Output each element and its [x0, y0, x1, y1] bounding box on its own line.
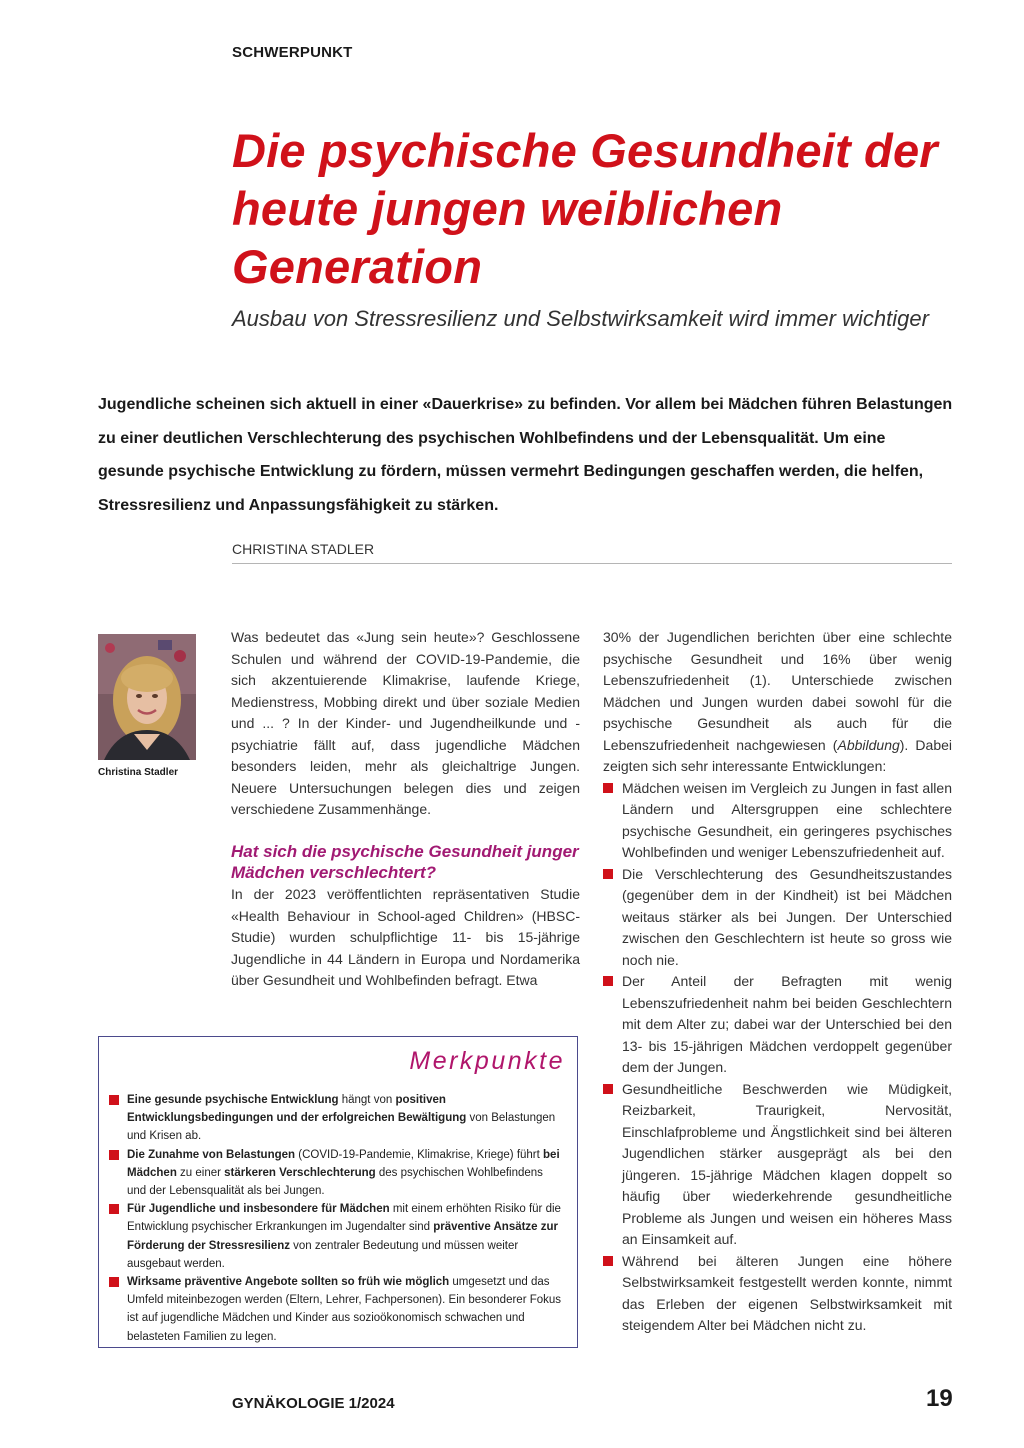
square-bullet-icon — [109, 1204, 119, 1214]
list-item: Gesundheitliche Beschwerden wie Müdigkeit, Reizbarkeit, Traurigkeit, Nervosität, Einschlafprobleme und Ängstlichkeit sind bei älteren Jugendlichen stärker ausgeprägt als bei den jüngeren. 15-jährige Mädchen klagen doppelt so häufig über wiederkehrende gesundheitliche Probleme als Jungen und weisen ein höheres Mass an Einsamkeit auf. — [603, 1079, 952, 1251]
list-item: Während bei älteren Jungen eine höhere Selbstwirksamkeit festgestellt werden konnte, nimmt das Erleben der eigenen Selbstwirksamkeit mit steigendem Alter bei Mädchen nicht zu. — [603, 1251, 952, 1337]
square-bullet-icon — [603, 1256, 613, 1266]
column-2 — [603, 627, 952, 1337]
merkpunkt-item — [109, 1146, 565, 1201]
list-item: Mädchen weisen im Vergleich zu Jungen in fast allen Ländern und Altersgruppen eine schlechtere psychische Gesundheit, ein geringeres psychisches Wohlbefinden und weniger Lebenszufriedenheit auf. — [603, 778, 952, 864]
body-text: hängt von — [338, 1094, 396, 1106]
figure-reference: Abbildung — [837, 736, 900, 753]
section-subheading: Hat sich die psychische Gesundheit junger Mädchen verschlechtert? — [231, 842, 579, 882]
emphasis-text: Wirksame präventive Angebote sollten so früh wie möglich — [127, 1276, 450, 1289]
study-paragraph: In der 2023 veröffentlichten repräsentativen Studie «Health Behaviour in School-aged Children» (HBSC-Studie) wurden schulpflichtige 11- bis 15-jährige Jugendliche in 44 Ländern in Europa und Nordamerika über Gesundheit und Wohlbefinden befragt. Etwa — [231, 886, 580, 988]
body-text: von zentraler Bedeutung und müssen weiter ausgebaut werden. — [127, 1239, 519, 1270]
square-bullet-icon — [603, 976, 613, 986]
section-label: SCHWERPUNKT — [232, 44, 353, 61]
emphasis-text: Eine gesunde psychische Entwicklung — [127, 1094, 339, 1106]
merkpunkte-box — [98, 1036, 578, 1348]
merkpunkte-list — [109, 1091, 565, 1346]
list-item: Die Verschlechterung des Gesundheitszustandes (gegenüber dem in der Kindheit) ist bei Mädchen weitaus stärker als bei Jungen. Der Unterschied zwischen den Geschlechtern ist heute so gross wie noch nie. — [603, 864, 952, 972]
emphasis-text: stärkeren Verschlechterung — [224, 1166, 376, 1179]
emphasis-text: Für Jugendliche und insbesondere für Mädchen — [127, 1203, 390, 1216]
photo-caption: Christina Stadler — [98, 767, 179, 778]
merkpunkt-item — [109, 1273, 565, 1346]
page-number: 19 — [926, 1385, 953, 1412]
body-text: zu einer — [176, 1166, 225, 1179]
column-1-study — [231, 884, 580, 992]
square-bullet-icon — [603, 1084, 613, 1094]
intro-paragraph: Was bedeutet das «Jung sein heute»? Geschlossene Schulen und während der COVID-19-Pandemie, die sich akzentuierende Klimakrise, laufende Kriege, Medienstress, Mobbing direkt und über soziale Medien und ... ? In der Kinder- und Jugendheilkunde und -psychiatrie fällt auf, dass jugendliche Mädchen besonders leiden, mehr als gleichaltrige Jungen. Neuere Untersuchungen belegen dies und zeigen verschiedene Zusammenhänge. — [231, 629, 580, 817]
square-bullet-icon — [603, 869, 613, 879]
body-text: des psychischen Wohlbefindens und der Lebensqualität als bei Jungen. — [127, 1166, 543, 1198]
merkpunkt-item — [109, 1091, 565, 1146]
results-list — [603, 778, 952, 1337]
journal-footer: GYNÄKOLOGIE 1/2024 — [232, 1395, 395, 1412]
list-item: Der Anteil der Befragten mit wenig Lebenszufriedenheit nahm bei beiden Geschlechtern mit dem Alter zu; dabei war der Unterschied bei den 13- bis 15-jährigen Mädchen verdoppelt gegenüber dem der Jungen. — [603, 971, 952, 1079]
author-divider — [232, 563, 952, 564]
column-1-intro — [231, 627, 580, 821]
author-photo — [98, 634, 196, 760]
square-bullet-icon — [603, 783, 613, 793]
merkpunkte-title: Merkpunkte — [409, 1047, 565, 1075]
emphasis-text: positiven Entwicklungsbedingungen und der erfolgreichen Bewältigung — [127, 1094, 467, 1125]
square-bullet-icon — [109, 1277, 119, 1287]
body-text: von Belastungen und Krisen ab. — [127, 1112, 556, 1143]
body-text: umgesetzt und das Umfeld miteinbezogen werden (Eltern, Lehrer, Fachpersonen). Ein besonderer Fokus ist auf jugendliche Mädchen und Kinder aus sozioökonomisch schwachen und belasteten Familien zu legen. — [127, 1276, 562, 1343]
body-text: (COVID-19-Pandemie, Klimakrise, Kriege) führt — [295, 1148, 544, 1161]
article-lead: Jugendliche scheinen sich aktuell in einer «Dauerkrise» zu befinden. Vor allem bei Mädchen führen Belastungen zu einer deutlichen Verschlechterung des psychischen Wohlbefindens und der Lebensqualität. Um eine gesunde psychische Entwicklung zu fördern, müssen vermehrt Bedingungen geschaffen werden, die helfen, Stressresilienz und Anpassungsfähigkeit zu stärken. — [98, 396, 953, 514]
emphasis-text: Die Zunahme von Belastungen — [127, 1148, 296, 1161]
square-bullet-icon — [109, 1150, 119, 1160]
author-name: CHRISTINA STADLER — [232, 541, 375, 557]
emphasis-text: bei Mädchen — [127, 1148, 560, 1179]
article-subtitle: Ausbau von Stressresilienz und Selbstwirksamkeit wird immer wichtiger — [232, 306, 929, 331]
merkpunkt-item — [109, 1200, 565, 1273]
results-intro: 30% der Jugendlichen berichten über eine schlechte psychische Gesundheit und 16% über wenig Lebenszufriedenheit (1). Unterschiede zwischen Mädchen und Jungen wurden dabei sowohl für die psychische Gesundheit als auch für die Lebenszufriedenheit nachgewiesen (Abbildung). Dabei zeigten sich sehr interessante Entwicklungen: — [603, 629, 952, 774]
square-bullet-icon — [109, 1095, 119, 1105]
body-text: mit einem erhöhten Risiko für die Entwicklung psychischer Erkrankungen im Jugendalter sind — [127, 1203, 561, 1234]
emphasis-text: präventive Ansätze zur Förderung der Stressresilienz — [127, 1221, 559, 1252]
article-title: Die psychische Gesundheit der heute jungen weiblichen Generation — [232, 124, 938, 293]
